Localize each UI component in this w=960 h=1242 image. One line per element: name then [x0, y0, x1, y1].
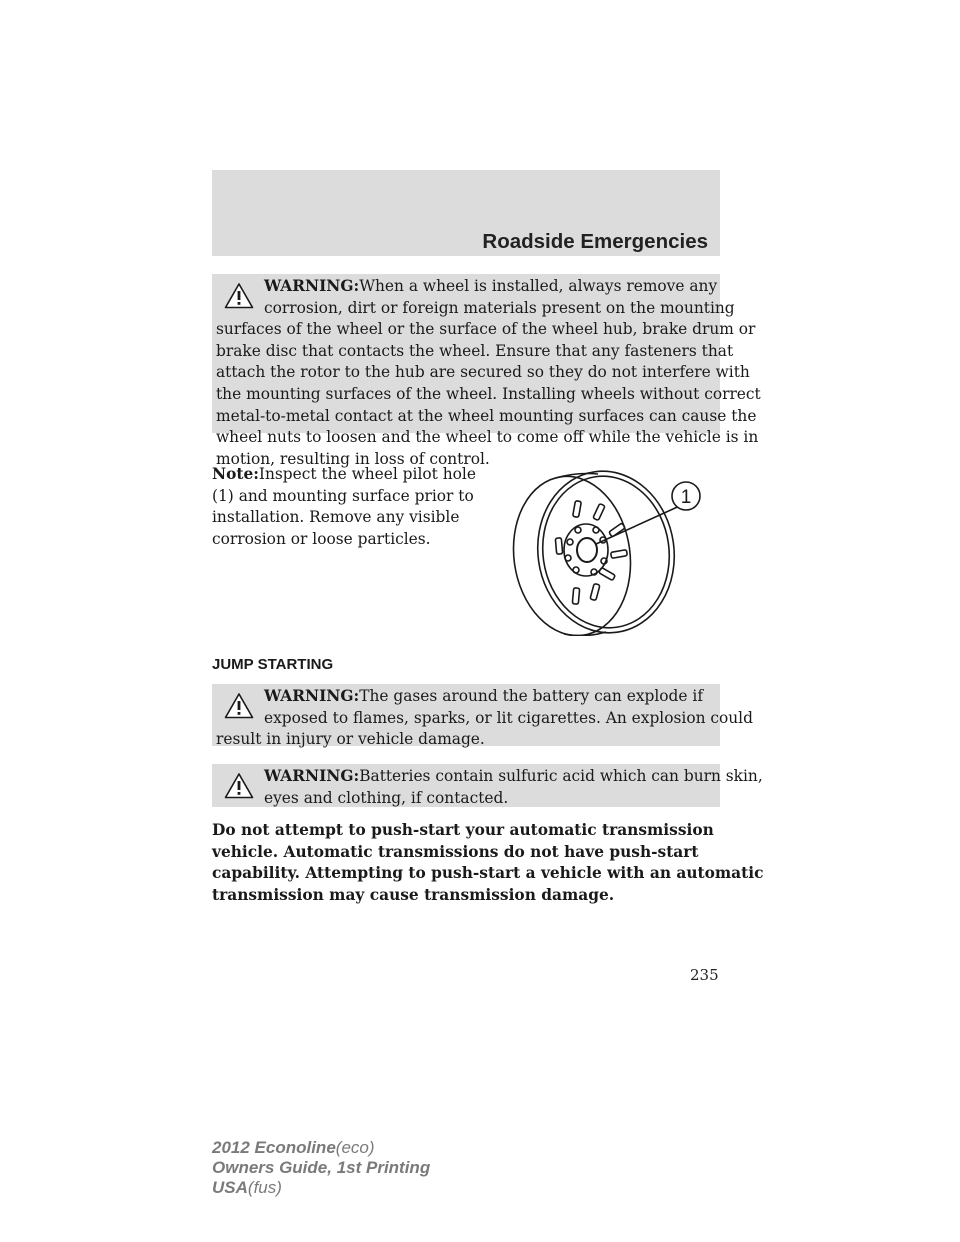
- warning-text-line: wheel nuts to loosen and the wheel to come off while the vehicle is in: [216, 428, 759, 447]
- warning-label: WARNING:: [264, 277, 360, 295]
- warning-text-line: motion, resulting in loss of control.: [216, 449, 490, 468]
- wheel-back-rim: [506, 469, 641, 636]
- document-footer: [212, 1138, 430, 1198]
- page-number: 235: [690, 966, 719, 984]
- footer-model-code: (eco): [335, 1138, 375, 1157]
- warning-triangle-icon: [224, 282, 254, 309]
- warning-text-line: corrosion, dirt or foreign materials present on the mounting: [264, 298, 735, 317]
- section-header-band: [212, 170, 720, 256]
- caution-text-line: Do not attempt to push-start your automatic transmission: [212, 821, 714, 839]
- warning-text-line: surfaces of the wheel or the surface of the wheel hub, brake drum or: [216, 320, 756, 339]
- warning-text: The gases around the battery can explode if: [359, 687, 704, 705]
- warning-triangle-icon: [224, 772, 254, 799]
- wheel-pilot-hole: [577, 538, 597, 562]
- section-heading-jump-starting: JUMP STARTING: [212, 656, 334, 673]
- section-title: Roadside Emergencies: [482, 230, 708, 253]
- footer-line-model: [212, 1138, 430, 1158]
- note-first-line: [212, 464, 476, 486]
- note-text-line: (1) and mounting surface prior to: [212, 486, 474, 505]
- warning-triangle-icon: [224, 692, 254, 719]
- warning-box-battery-gases: [212, 684, 753, 749]
- footer-line-market: [212, 1178, 430, 1198]
- warning-first-line: [216, 276, 718, 298]
- footer-line-guide: [212, 1158, 430, 1178]
- note-text-line: corrosion or loose particles.: [212, 529, 431, 548]
- warning-text-line: attach the rotor to the hub are secured so they do not interfere with: [216, 363, 750, 382]
- push-start-caution-paragraph: [212, 820, 764, 906]
- wheel-illustration: [506, 466, 706, 636]
- warning-label: WARNING:: [264, 767, 360, 785]
- warning-text-line: result in injury or vehicle damage.: [216, 730, 485, 749]
- note-paragraph: [212, 464, 476, 550]
- note-text: Inspect the wheel pilot hole: [258, 465, 476, 483]
- footer-market: USA: [212, 1178, 248, 1197]
- caution-text-line: vehicle. Automatic transmissions do not have push-start: [212, 842, 699, 861]
- footer-market-code: (fus): [247, 1178, 282, 1197]
- warning-text: Batteries contain sulfuric acid which can burn skin,: [359, 767, 763, 785]
- warning-text-line: metal-to-metal contact at the wheel mounting surfaces can cause the: [216, 406, 757, 425]
- warning-first-line: [216, 766, 763, 788]
- footer-guide: Owners Guide, 1st Printing: [212, 1158, 431, 1177]
- warning-box-sulfuric-acid: [212, 764, 763, 807]
- caution-text-line: capability. Attempting to push-start a vehicle with an automatic: [212, 864, 764, 883]
- warning-text-line: the mounting surfaces of the wheel. Installing wheels without correct: [216, 384, 761, 403]
- warning-box-wheel-install: [212, 274, 761, 468]
- warning-label: WARNING:: [264, 687, 360, 705]
- footer-model: 2012 Econoline: [212, 1138, 336, 1157]
- caution-text-line: transmission may cause transmission damage.: [212, 885, 615, 904]
- warning-text: When a wheel is installed, always remove any: [359, 277, 718, 295]
- warning-first-line: [216, 686, 708, 708]
- note-label: Note:: [212, 465, 259, 483]
- wheel-inner-rim: [533, 468, 679, 636]
- callout-leader-line: [596, 504, 684, 544]
- warning-text-line: exposed to flames, sparks, or lit cigarettes. An explosion could: [264, 708, 753, 727]
- wheel-front-rim: [527, 466, 684, 636]
- callout-number: 1: [680, 487, 692, 508]
- warning-text-line: eyes and clothing, if contacted.: [264, 788, 509, 807]
- warning-text-line: brake disc that contacts the wheel. Ensure that any fasteners that: [216, 341, 734, 360]
- note-text-line: installation. Remove any visible: [212, 508, 460, 527]
